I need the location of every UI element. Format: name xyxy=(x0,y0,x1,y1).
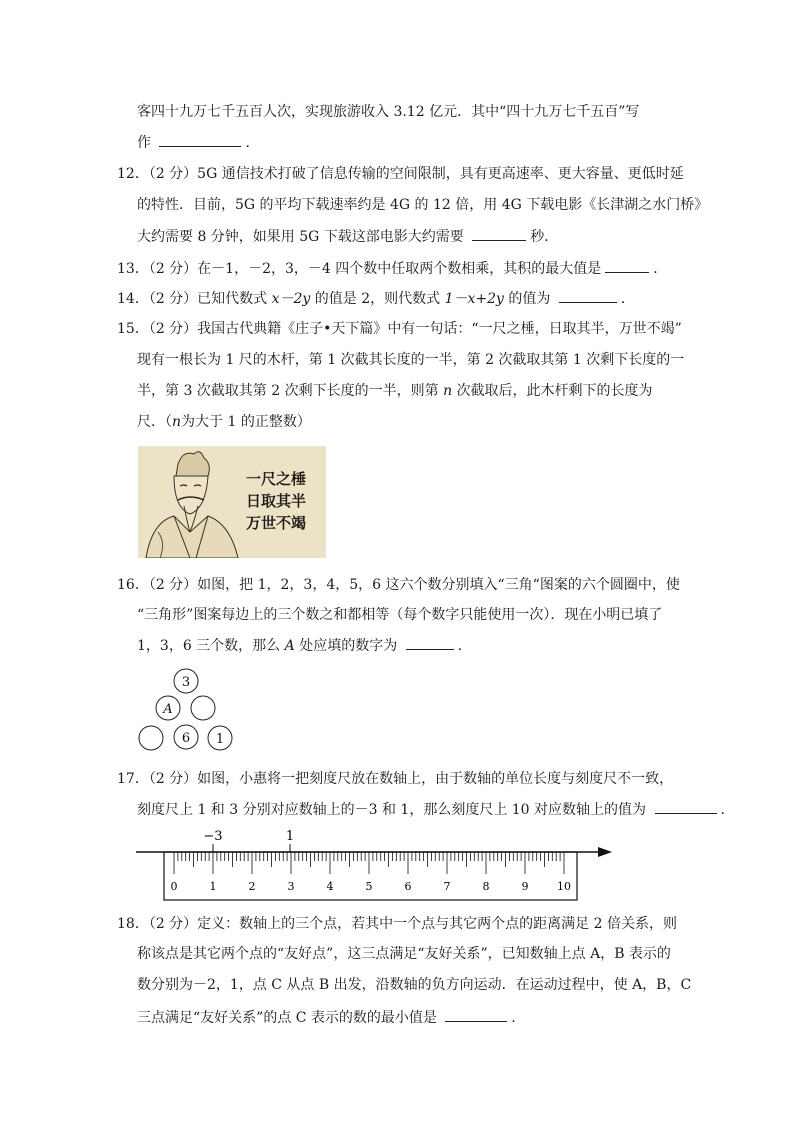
q18-line4 xyxy=(137,1007,525,1028)
q12-line3-post: 秒． xyxy=(530,229,559,245)
q18-line3: 数分别为－2，1，点 C 从点 B 出发，沿数轴的负方向运动．在运动过程中，使 A，B，C xyxy=(137,977,692,993)
q15-line4-var: n xyxy=(172,414,182,430)
q11-line2-pre: 作 xyxy=(137,135,151,151)
q18-line4-post: ． xyxy=(511,1010,526,1026)
q12-answer-blank[interactable] xyxy=(472,226,526,241)
q13-post: ． xyxy=(653,261,668,277)
q17-answer-blank[interactable] xyxy=(655,799,717,814)
q14-mid: 的值是 2，则代数式 xyxy=(314,291,441,307)
ruler-number-label: 1 xyxy=(209,880,217,893)
ruler-number-label: 10 xyxy=(557,880,571,893)
ruler-number-label: 0 xyxy=(170,880,178,893)
ruler-number-label: 3 xyxy=(287,880,295,893)
q18-answer-blank[interactable] xyxy=(445,1007,507,1022)
zhuangzi-illustration xyxy=(138,446,326,558)
q15-line3-var: n xyxy=(443,383,453,399)
q13-text: 13．（2 分）在－1，－2，3，－4 四个数中任取两个数相乘，其积的最大值是 xyxy=(117,261,602,277)
q17-line2-post: . xyxy=(720,802,725,818)
q16-line3-mid: 处应填的数字为 xyxy=(299,638,398,654)
q15-line3 xyxy=(137,381,653,401)
q16-answer-blank[interactable] xyxy=(406,635,454,650)
q15-line2: 现有一根长为 1 尺的木杆，第 1 次截其长度的一半，第 2 次截取其第 1 次剩下长度的一 xyxy=(137,352,685,368)
q16-line3-var: A xyxy=(284,638,295,654)
circle-mid-right xyxy=(191,696,215,720)
q17-line1: 17．（2 分）如图，小惠将一把刻度尺放在数轴上，由于数轴的单位长度与刻度尺不一致， xyxy=(117,771,674,787)
calligraphy-line-3: 万世不竭 xyxy=(246,514,307,532)
circle-mid-left-label: A xyxy=(163,702,173,717)
ruler-number-label: 5 xyxy=(365,880,373,893)
ruler-numbers xyxy=(171,880,572,893)
q14-post: ． xyxy=(620,291,635,307)
q18-line2: 称该点是其它两个点的“友好点”，这三点满足“友好关系”，已知数轴上点 A，B 表示的 xyxy=(137,946,671,962)
ruler-ticks xyxy=(174,852,564,874)
q15-line1: 15．（2 分）我国古代典籍《庄子•天下篇》中有一句话：“一尺之棰，日取其半，万世不竭” xyxy=(117,321,682,337)
q11-answer-blank[interactable] xyxy=(159,132,241,147)
circle-bottom-left xyxy=(139,726,163,750)
q14-answer-blank[interactable] xyxy=(559,288,617,303)
q14-expr2: 1－x+2y xyxy=(444,291,504,307)
q12-line3-pre: 大约需要 8 分钟，如果用 5G 下载这部电影大约需要 xyxy=(137,229,464,245)
calligraphy-text xyxy=(246,468,306,534)
q15-line3-pre: 半，第 3 次截取其第 2 次剩下长度的一半，则第 xyxy=(137,383,439,399)
triangle-circles-svg xyxy=(136,666,236,752)
q11-line2 xyxy=(137,132,259,153)
q14-line xyxy=(117,288,635,309)
q17-line2-pre: 刻度尺上 1 和 3 分别对应数轴上的－3 和 1，那么刻度尺上 10 对应数轴上的值为 xyxy=(137,802,647,818)
number-line-ruler-svg xyxy=(136,824,616,904)
q16-line1: 16．（2 分）如图，把 1，2，3，4，5，6 这六个数分别填入“三角“图案的六个圆圈中，使 xyxy=(117,577,680,593)
q12-line3 xyxy=(137,226,558,247)
axis-label-1: 1 xyxy=(285,829,295,844)
q16-line3 xyxy=(137,635,472,656)
ruler-number-label: 9 xyxy=(521,880,529,893)
q14-post-pre: 的值为 xyxy=(508,291,551,307)
triangle-circles-diagram xyxy=(136,666,236,752)
axis-label-minus3: −3 xyxy=(203,829,223,844)
ruler-number-label: 8 xyxy=(482,880,490,893)
number-line-ruler-figure xyxy=(136,824,616,904)
ruler-number-label: 6 xyxy=(404,880,412,893)
q15-line4-pre: 尺．（ xyxy=(137,414,172,430)
axis-arrow-icon xyxy=(598,847,612,857)
q15-line3-post: 次截取后，此木杆剩下的长度为 xyxy=(456,383,653,399)
circle-bottom-mid-label: 6 xyxy=(181,731,191,746)
q16-line3-pre: 1，3，6 三个数，那么 xyxy=(137,638,281,654)
ruler-number-label: 4 xyxy=(326,880,334,893)
ruler-number-label: 7 xyxy=(443,880,451,893)
circle-bottom-right-label: 1 xyxy=(215,732,225,747)
q12-line2: 的特性．目前，5G 的平均下载速率约是 4G 的 12 倍，用 4G 下载电影《长津湖之水门桥》 xyxy=(137,197,709,213)
q15-line4 xyxy=(137,412,311,432)
q11-line2-post: ． xyxy=(245,135,260,151)
q14-expr1: x－2y xyxy=(271,291,311,307)
q18-line1: 18．（2 分）定义：数轴上的三个点，若其中一个点与其它两个点的距离满足 2 倍关系，则 xyxy=(117,916,677,932)
q13-line xyxy=(117,258,667,279)
q18-line4-pre: 三点满足“友好关系”的点 C 表示的数的最小值是 xyxy=(137,1010,437,1026)
ruler-number-label: 2 xyxy=(248,880,256,893)
q13-answer-blank[interactable] xyxy=(605,258,649,273)
q15-line4-post: 为大于 1 的正整数） xyxy=(181,414,311,430)
q11-line1: 客四十九万七千五百人次，实现旅游收入 3.12 亿元．其中“四十九万七千五百”写 xyxy=(137,104,640,120)
q17-line2 xyxy=(137,799,725,820)
calligraphy-line-1: 一尺之棰 xyxy=(246,470,307,488)
q12-line1: 12．（2 分）5G 通信技术打破了信息传输的空间限制，具有更高速率、更大容量、更低时延 xyxy=(117,166,684,182)
q14-pre: 14．（2 分）已知代数式 xyxy=(117,291,268,307)
q16-line3-post: ． xyxy=(457,638,472,654)
q16-line2: “三角形”图案每边上的三个数之和都相等（每个数字只能使用一次）．现在小明已填了 xyxy=(137,607,663,623)
circle-top-label: 3 xyxy=(181,675,191,690)
calligraphy-line-2: 日取其半 xyxy=(246,492,307,510)
